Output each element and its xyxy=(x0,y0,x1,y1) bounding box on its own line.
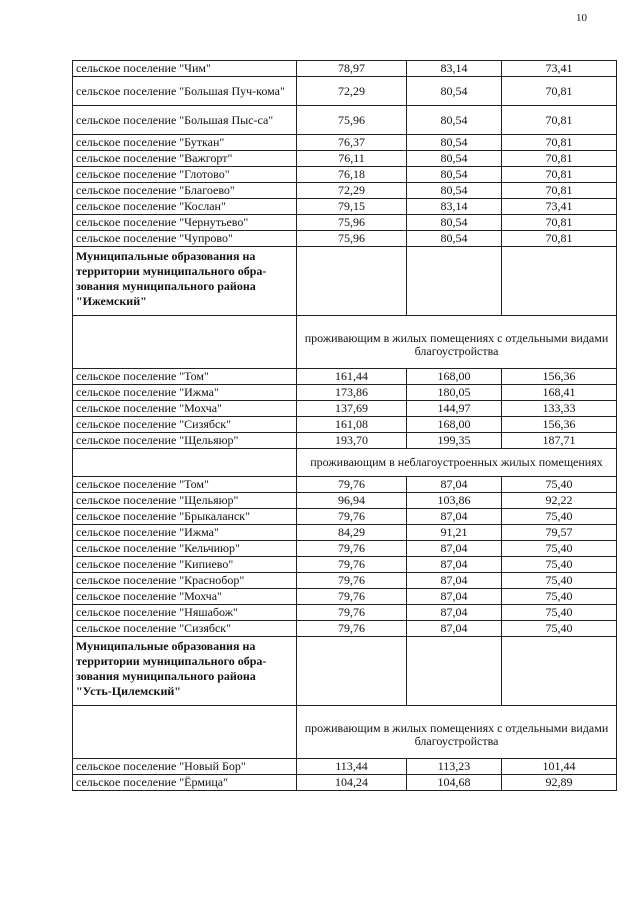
value-col-2: 168,00 xyxy=(407,417,502,433)
value-col-1: 79,76 xyxy=(297,589,407,605)
table-row xyxy=(73,589,617,605)
value-col-1: 161,08 xyxy=(297,417,407,433)
value-col-3: 70,81 xyxy=(502,167,617,183)
value-col-1: 193,70 xyxy=(297,433,407,449)
value-col-1: 79,76 xyxy=(297,621,407,637)
value-col-3: 70,81 xyxy=(502,215,617,231)
table-row xyxy=(73,509,617,525)
value-col-1: 79,76 xyxy=(297,509,407,525)
value-col-1: 79,76 xyxy=(297,605,407,621)
value-col-2: 87,04 xyxy=(407,589,502,605)
value-col-1: 79,76 xyxy=(297,477,407,493)
table-row xyxy=(73,541,617,557)
settlement-name: сельское поселение "Мохча" xyxy=(73,401,297,417)
empty-cell xyxy=(73,449,297,477)
table-row xyxy=(73,167,617,183)
value-col-3: 92,89 xyxy=(502,775,617,791)
region-header-row xyxy=(73,637,617,706)
table-row xyxy=(73,525,617,541)
value-col-2: 80,54 xyxy=(407,77,502,106)
settlement-name: сельское поселение "Краснобор" xyxy=(73,573,297,589)
value-col-1: 76,37 xyxy=(297,135,407,151)
value-col-3: 70,81 xyxy=(502,231,617,247)
value-col-2: 168,00 xyxy=(407,369,502,385)
region-header-row xyxy=(73,247,617,316)
table-row xyxy=(73,493,617,509)
tariff-table xyxy=(72,60,617,791)
settlement-name: сельское поселение "Ижма" xyxy=(73,525,297,541)
value-col-1: 79,76 xyxy=(297,573,407,589)
value-col-3: 75,40 xyxy=(502,477,617,493)
value-col-2: 87,04 xyxy=(407,605,502,621)
section-subheading: проживающим в жилых помещениях с отдельными видами благоустройства xyxy=(297,316,617,369)
value-col-1: 75,96 xyxy=(297,231,407,247)
value-col-2: 80,54 xyxy=(407,106,502,135)
value-col-2: 104,68 xyxy=(407,775,502,791)
table-row xyxy=(73,433,617,449)
settlement-name: сельское поселение "Кельчиюр" xyxy=(73,541,297,557)
value-col-3: 75,40 xyxy=(502,509,617,525)
value-col-1: 161,44 xyxy=(297,369,407,385)
value-col-1: 76,18 xyxy=(297,167,407,183)
table-row xyxy=(73,77,617,106)
value-col-1: 84,29 xyxy=(297,525,407,541)
value-col-2: 80,54 xyxy=(407,151,502,167)
settlement-name: сельское поселение "Том" xyxy=(73,477,297,493)
region-title: Муниципальные образования на территории муниципального обра-зования муниципального района "Ижемский" xyxy=(73,247,297,316)
empty-cell xyxy=(297,247,407,316)
value-col-1: 72,29 xyxy=(297,77,407,106)
value-col-3: 75,40 xyxy=(502,541,617,557)
value-col-1: 79,76 xyxy=(297,557,407,573)
empty-cell xyxy=(502,247,617,316)
value-col-2: 80,54 xyxy=(407,135,502,151)
value-col-2: 80,54 xyxy=(407,231,502,247)
value-col-2: 103,86 xyxy=(407,493,502,509)
table-row xyxy=(73,557,617,573)
value-col-2: 113,23 xyxy=(407,759,502,775)
table-row xyxy=(73,775,617,791)
value-col-1: 75,96 xyxy=(297,106,407,135)
table-row xyxy=(73,621,617,637)
value-col-2: 87,04 xyxy=(407,573,502,589)
settlement-name: сельское поселение "Том" xyxy=(73,369,297,385)
settlement-name: сельское поселение "Сизябск" xyxy=(73,621,297,637)
section-subheading: проживающим в жилых помещениях с отдельными видами благоустройства xyxy=(297,706,617,759)
value-col-3: 75,40 xyxy=(502,573,617,589)
value-col-2: 80,54 xyxy=(407,215,502,231)
value-col-2: 87,04 xyxy=(407,509,502,525)
value-col-3: 70,81 xyxy=(502,183,617,199)
page-number: 10 xyxy=(576,12,587,24)
settlement-name: сельское поселение "Чупрово" xyxy=(73,231,297,247)
table-row xyxy=(73,199,617,215)
value-col-2: 80,54 xyxy=(407,167,502,183)
value-col-1: 79,15 xyxy=(297,199,407,215)
table-row xyxy=(73,369,617,385)
settlement-name: сельское поселение "Кослан" xyxy=(73,199,297,215)
empty-cell xyxy=(407,247,502,316)
table-row xyxy=(73,573,617,589)
section-subheading: проживающим в неблагоустроенных жилых помещениях xyxy=(297,449,617,477)
settlement-name: сельское поселение "Чим" xyxy=(73,61,297,77)
value-col-2: 87,04 xyxy=(407,541,502,557)
section-header-row xyxy=(73,316,617,369)
table-body xyxy=(73,61,617,791)
value-col-3: 187,71 xyxy=(502,433,617,449)
value-col-3: 73,41 xyxy=(502,199,617,215)
value-col-2: 87,04 xyxy=(407,621,502,637)
settlement-name: сельское поселение "Большая Пуч-кома" xyxy=(73,77,297,106)
empty-cell xyxy=(73,316,297,369)
value-col-2: 83,14 xyxy=(407,61,502,77)
value-col-3: 73,41 xyxy=(502,61,617,77)
value-col-3: 92,22 xyxy=(502,493,617,509)
settlement-name: сельское поселение "Щельяюр" xyxy=(73,433,297,449)
value-col-1: 113,44 xyxy=(297,759,407,775)
value-col-2: 87,04 xyxy=(407,477,502,493)
value-col-3: 79,57 xyxy=(502,525,617,541)
value-col-3: 133,33 xyxy=(502,401,617,417)
settlement-name: сельское поселение "Новый Бор" xyxy=(73,759,297,775)
settlement-name: сельское поселение "Большая Пыс-са" xyxy=(73,106,297,135)
empty-cell xyxy=(502,637,617,706)
settlement-name: сельское поселение "Кипиево" xyxy=(73,557,297,573)
value-col-1: 173,86 xyxy=(297,385,407,401)
value-col-3: 156,36 xyxy=(502,369,617,385)
value-col-3: 75,40 xyxy=(502,589,617,605)
value-col-1: 137,69 xyxy=(297,401,407,417)
value-col-1: 76,11 xyxy=(297,151,407,167)
table-row xyxy=(73,605,617,621)
settlement-name: сельское поселение "Ижма" xyxy=(73,385,297,401)
value-col-2: 199,35 xyxy=(407,433,502,449)
table-row xyxy=(73,231,617,247)
settlement-name: сельское поселение "Чернутьево" xyxy=(73,215,297,231)
value-col-3: 70,81 xyxy=(502,151,617,167)
region-title: Муниципальные образования на территории муниципального обра-зования муниципального района "Усть-Цилемский" xyxy=(73,637,297,706)
settlement-name: сельское поселение "Буткан" xyxy=(73,135,297,151)
value-col-1: 79,76 xyxy=(297,541,407,557)
value-col-2: 83,14 xyxy=(407,199,502,215)
empty-cell xyxy=(297,637,407,706)
value-col-3: 75,40 xyxy=(502,605,617,621)
value-col-3: 70,81 xyxy=(502,77,617,106)
settlement-name: сельское поселение "Благоево" xyxy=(73,183,297,199)
table-row xyxy=(73,183,617,199)
value-col-3: 156,36 xyxy=(502,417,617,433)
value-col-3: 75,40 xyxy=(502,557,617,573)
settlement-name: сельское поселение "Мохча" xyxy=(73,589,297,605)
settlement-name: сельское поселение "Сизябск" xyxy=(73,417,297,433)
settlement-name: сельское поселение "Важгорт" xyxy=(73,151,297,167)
table-row xyxy=(73,135,617,151)
value-col-3: 70,81 xyxy=(502,106,617,135)
settlement-name: сельское поселение "Брыкаланск" xyxy=(73,509,297,525)
value-col-2: 180,05 xyxy=(407,385,502,401)
settlement-name: сельское поселение "Щельяюр" xyxy=(73,493,297,509)
settlement-name: сельское поселение "Глотово" xyxy=(73,167,297,183)
value-col-3: 75,40 xyxy=(502,621,617,637)
value-col-3: 70,81 xyxy=(502,135,617,151)
settlement-name: сельское поселение "Няшабож" xyxy=(73,605,297,621)
empty-cell xyxy=(73,706,297,759)
table-row xyxy=(73,401,617,417)
value-col-2: 87,04 xyxy=(407,557,502,573)
table-row xyxy=(73,106,617,135)
value-col-1: 75,96 xyxy=(297,215,407,231)
value-col-1: 96,94 xyxy=(297,493,407,509)
section-header-row xyxy=(73,449,617,477)
value-col-2: 91,21 xyxy=(407,525,502,541)
empty-cell xyxy=(407,637,502,706)
value-col-1: 104,24 xyxy=(297,775,407,791)
value-col-3: 101,44 xyxy=(502,759,617,775)
table-row xyxy=(73,151,617,167)
settlement-name: сельское поселение "Ёрмица" xyxy=(73,775,297,791)
value-col-2: 80,54 xyxy=(407,183,502,199)
table-row xyxy=(73,759,617,775)
table-row xyxy=(73,477,617,493)
value-col-2: 144,97 xyxy=(407,401,502,417)
value-col-1: 72,29 xyxy=(297,183,407,199)
table-row xyxy=(73,417,617,433)
table-row xyxy=(73,61,617,77)
table-row xyxy=(73,215,617,231)
section-header-row xyxy=(73,706,617,759)
table-row xyxy=(73,385,617,401)
value-col-3: 168,41 xyxy=(502,385,617,401)
value-col-1: 78,97 xyxy=(297,61,407,77)
